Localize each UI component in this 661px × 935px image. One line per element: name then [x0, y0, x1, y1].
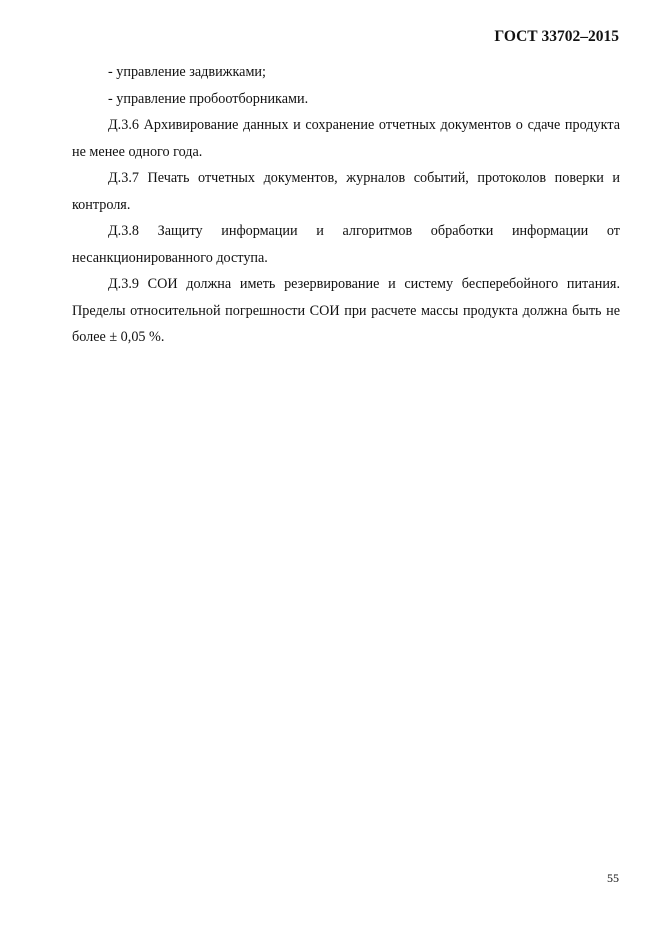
list-item: - управление задвижками; [108, 64, 266, 80]
clause-d-3-8: Д.3.8 Защиту информации и алгоритмов обработки информации от несанкционированного доступа. [72, 223, 620, 266]
page-number: 55 [607, 871, 619, 885]
document-header: ГОСТ 33702–2015 [494, 28, 619, 45]
clause-d-3-7: Д.3.7 Печать отчетных документов, журналов событий, протоколов поверки и контроля. [72, 170, 620, 213]
document-body [72, 59, 620, 351]
clause-d-3-9: Д.3.9 СОИ должна иметь резервирование и систему бесперебойного питания. Пределы относительной погрешности СОИ при расчете массы продукта должна быть не более ± 0,05 %. [72, 276, 620, 345]
list-item: - управление пробоотборниками. [108, 90, 309, 107]
clause-d-3-6: Д.3.6 Архивирование данных и сохранение отчетных документов о сдаче продукта не менее одного года. [72, 117, 620, 160]
